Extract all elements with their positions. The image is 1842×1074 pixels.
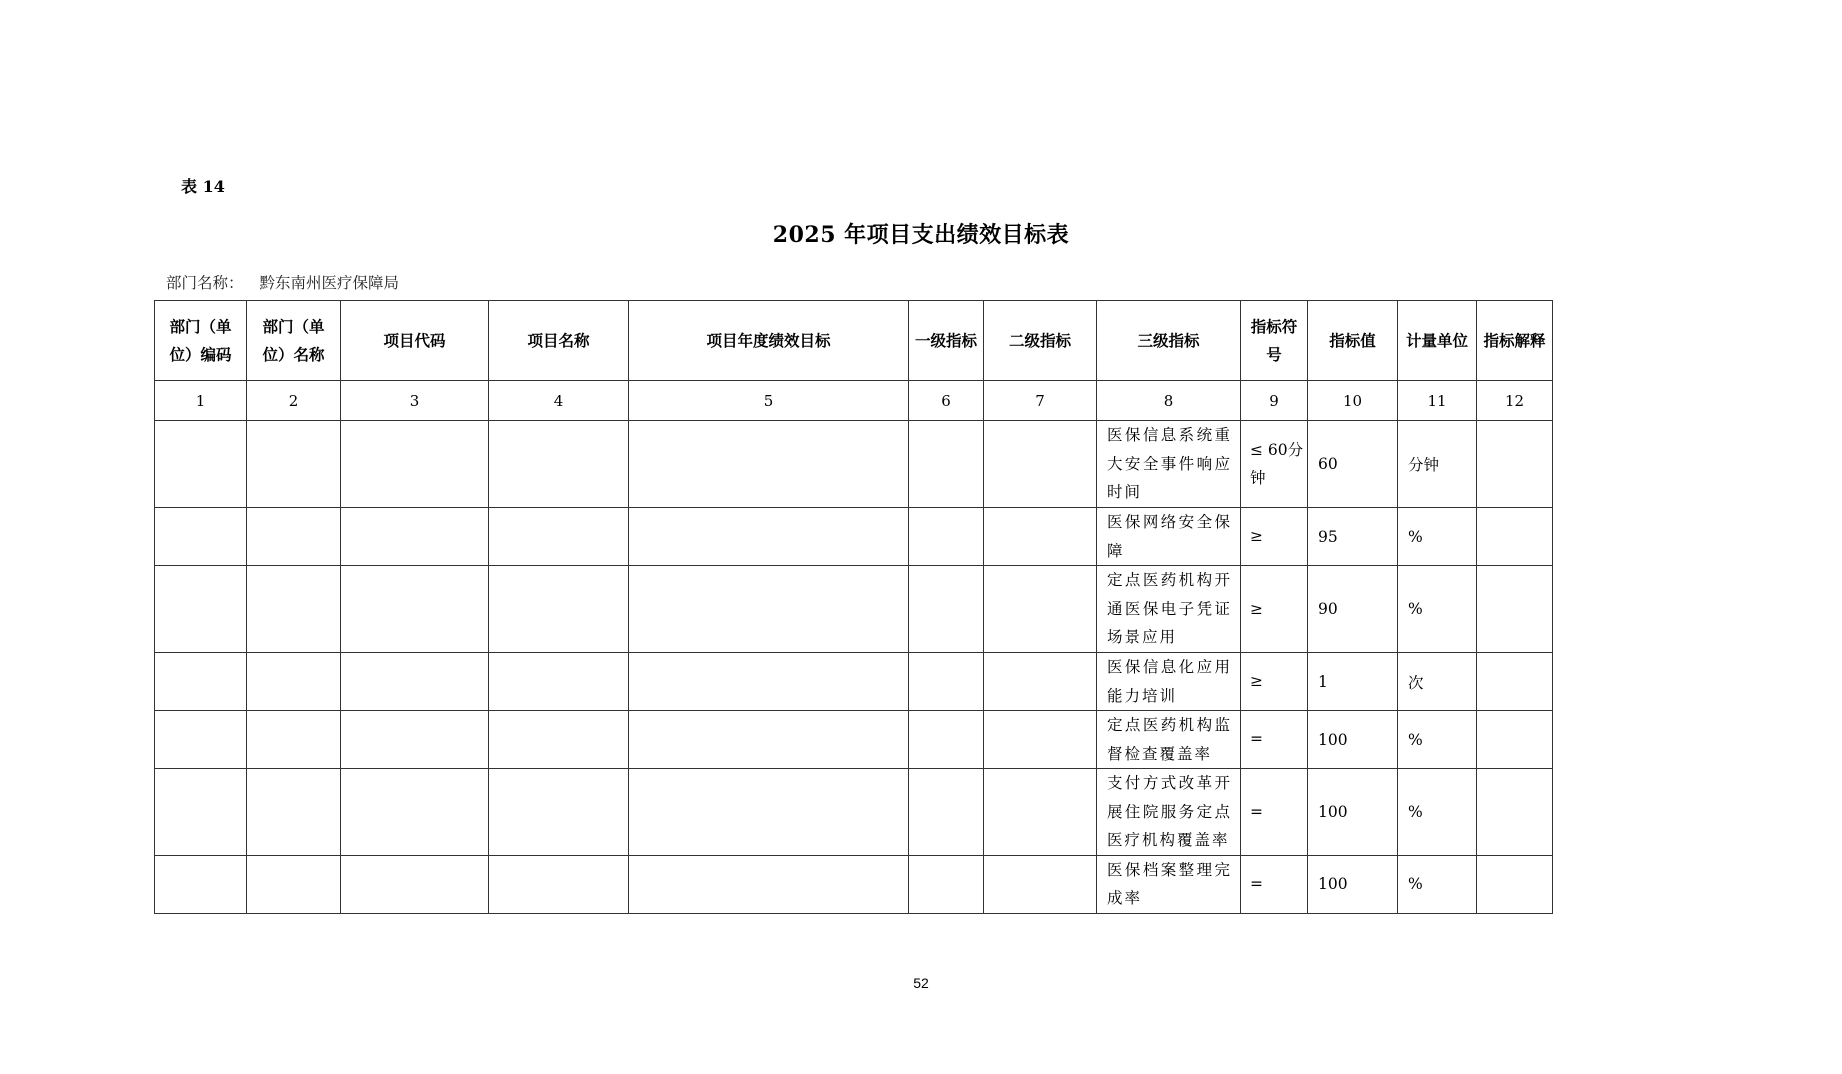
empty-cell <box>909 855 984 913</box>
page-number: 52 <box>913 975 929 991</box>
empty-cell <box>341 566 489 653</box>
empty-cell <box>984 711 1097 769</box>
empty-cell <box>155 508 247 566</box>
unit-cell: % <box>1398 769 1477 856</box>
table-row <box>155 508 1553 566</box>
empty-cell <box>984 421 1097 508</box>
empty-cell <box>629 508 909 566</box>
indicator-value-cell: 100 <box>1308 711 1398 769</box>
empty-cell <box>489 855 629 913</box>
table-row <box>155 855 1553 913</box>
header-row <box>155 301 1553 381</box>
indicator-symbol-cell: = <box>1241 711 1308 769</box>
header-level1-indicator: 一级指标 <box>909 301 984 381</box>
unit-cell: % <box>1398 508 1477 566</box>
indicator-symbol-cell: ≥ <box>1241 508 1308 566</box>
header-indicator-value: 指标值 <box>1308 301 1398 381</box>
department-label: 部门名称： <box>166 274 244 292</box>
empty-cell <box>1477 855 1553 913</box>
empty-cell <box>984 855 1097 913</box>
column-number-row <box>155 381 1553 421</box>
column-number: 8 <box>1097 381 1241 421</box>
empty-cell <box>341 653 489 711</box>
empty-cell <box>247 653 341 711</box>
unit-cell: % <box>1398 711 1477 769</box>
empty-cell <box>909 421 984 508</box>
indicator-symbol-cell: = <box>1241 769 1308 856</box>
empty-cell <box>155 855 247 913</box>
department-name: 黔东南州医疗保障局 <box>259 274 400 292</box>
empty-cell <box>155 566 247 653</box>
empty-cell <box>155 711 247 769</box>
empty-cell <box>489 653 629 711</box>
indicator-value-cell: 1 <box>1308 653 1398 711</box>
empty-cell <box>155 769 247 856</box>
level3-indicator-cell: 医保信息系统重大安全事件响应时间 <box>1097 421 1241 508</box>
indicator-value-cell: 95 <box>1308 508 1398 566</box>
header-project-code: 项目代码 <box>341 301 489 381</box>
empty-cell <box>629 653 909 711</box>
header-project-name: 项目名称 <box>489 301 629 381</box>
empty-cell <box>1477 508 1553 566</box>
empty-cell <box>629 421 909 508</box>
column-number: 12 <box>1477 381 1553 421</box>
empty-cell <box>247 421 341 508</box>
column-number: 7 <box>984 381 1097 421</box>
indicator-value-cell: 100 <box>1308 855 1398 913</box>
unit-cell: % <box>1398 566 1477 653</box>
empty-cell <box>155 421 247 508</box>
column-number: 4 <box>489 381 629 421</box>
table-row <box>155 566 1553 653</box>
header-indicator-symbol: 指标符号 <box>1241 301 1308 381</box>
table-row <box>155 421 1553 508</box>
empty-cell <box>1477 711 1553 769</box>
column-number: 9 <box>1241 381 1308 421</box>
indicator-symbol-cell: ≤ 60分钟 <box>1241 421 1308 508</box>
empty-cell <box>489 566 629 653</box>
unit-cell: 分钟 <box>1398 421 1477 508</box>
indicator-value-cell: 60 <box>1308 421 1398 508</box>
empty-cell <box>341 769 489 856</box>
unit-cell: 次 <box>1398 653 1477 711</box>
column-number: 10 <box>1308 381 1398 421</box>
empty-cell <box>984 566 1097 653</box>
indicator-symbol-cell: ≥ <box>1241 566 1308 653</box>
empty-cell <box>489 421 629 508</box>
column-number: 2 <box>247 381 341 421</box>
empty-cell <box>629 566 909 653</box>
empty-cell <box>909 711 984 769</box>
empty-cell <box>1477 421 1553 508</box>
empty-cell <box>909 653 984 711</box>
department-line <box>166 271 399 293</box>
table-row <box>155 653 1553 711</box>
empty-cell <box>909 769 984 856</box>
empty-cell <box>489 769 629 856</box>
empty-cell <box>1477 653 1553 711</box>
empty-cell <box>629 711 909 769</box>
header-annual-target: 项目年度绩效目标 <box>629 301 909 381</box>
empty-cell <box>1477 769 1553 856</box>
performance-target-table <box>154 300 1553 914</box>
header-indicator-explanation: 指标解释 <box>1477 301 1553 381</box>
empty-cell <box>247 508 341 566</box>
indicator-value-cell: 90 <box>1308 566 1398 653</box>
level3-indicator-cell: 医保网络安全保障 <box>1097 508 1241 566</box>
indicator-symbol-cell: = <box>1241 855 1308 913</box>
column-number: 3 <box>341 381 489 421</box>
empty-cell <box>247 855 341 913</box>
unit-cell: % <box>1398 855 1477 913</box>
table-label: 表 14 <box>181 177 225 196</box>
empty-cell <box>1477 566 1553 653</box>
empty-cell <box>341 855 489 913</box>
document-title: 2025 年项目支出绩效目标表 <box>772 222 1070 248</box>
column-number: 5 <box>629 381 909 421</box>
level3-indicator-cell: 医保档案整理完成率 <box>1097 855 1241 913</box>
header-dept-name: 部门（单位）名称 <box>247 301 341 381</box>
empty-cell <box>341 421 489 508</box>
header-level3-indicator: 三级指标 <box>1097 301 1241 381</box>
empty-cell <box>489 711 629 769</box>
empty-cell <box>629 855 909 913</box>
level3-indicator-cell: 医保信息化应用能力培训 <box>1097 653 1241 711</box>
empty-cell <box>909 566 984 653</box>
level3-indicator-cell: 定点医药机构监督检查覆盖率 <box>1097 711 1241 769</box>
column-number: 1 <box>155 381 247 421</box>
header-unit: 计量单位 <box>1398 301 1477 381</box>
header-level2-indicator: 二级指标 <box>984 301 1097 381</box>
empty-cell <box>489 508 629 566</box>
empty-cell <box>984 653 1097 711</box>
empty-cell <box>247 711 341 769</box>
empty-cell <box>155 653 247 711</box>
column-number: 11 <box>1398 381 1477 421</box>
empty-cell <box>247 769 341 856</box>
empty-cell <box>341 508 489 566</box>
empty-cell <box>909 508 984 566</box>
level3-indicator-cell: 定点医药机构开通医保电子凭证场景应用 <box>1097 566 1241 653</box>
empty-cell <box>984 508 1097 566</box>
empty-cell <box>629 769 909 856</box>
indicator-symbol-cell: ≥ <box>1241 653 1308 711</box>
empty-cell <box>247 566 341 653</box>
empty-cell <box>984 769 1097 856</box>
empty-cell <box>341 711 489 769</box>
level3-indicator-cell: 支付方式改革开展住院服务定点医疗机构覆盖率 <box>1097 769 1241 856</box>
column-number: 6 <box>909 381 984 421</box>
table-row <box>155 769 1553 856</box>
table-row <box>155 711 1553 769</box>
header-dept-code: 部门（单位）编码 <box>155 301 247 381</box>
indicator-value-cell: 100 <box>1308 769 1398 856</box>
